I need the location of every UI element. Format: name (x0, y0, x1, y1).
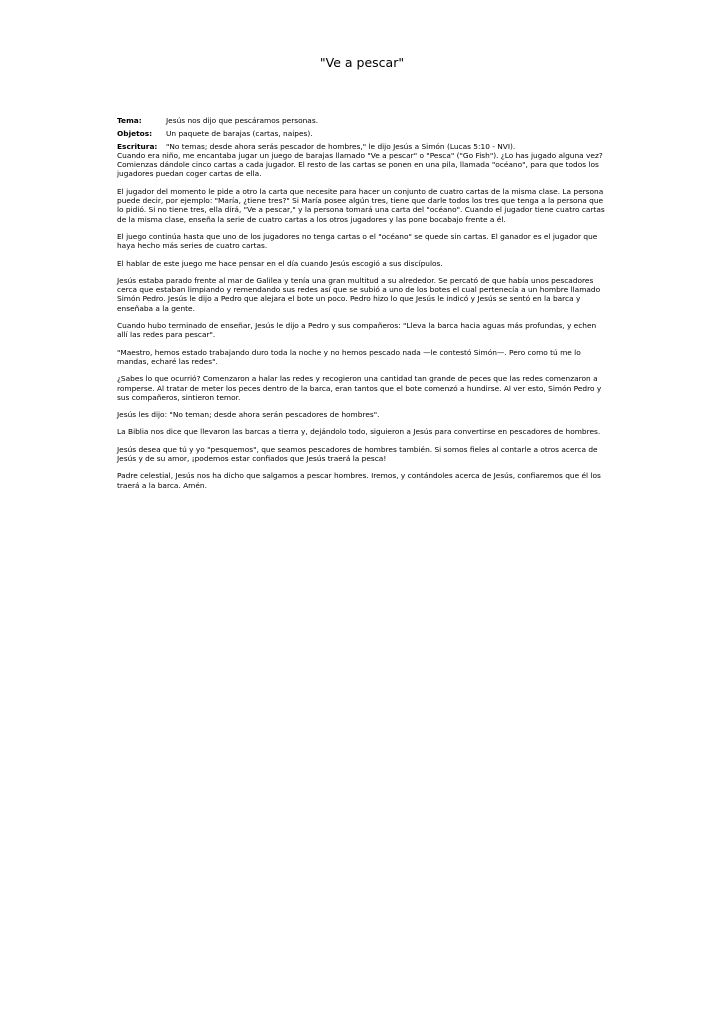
body-paragraph: El juego continúa hasta que uno de los jugadores no tenga cartas o el "océano" se quede sin cartas. El ganador es el jugador que haya hecho más series de cuatro cartas. (117, 231, 598, 251)
meta-objetos-label: Objetos: (117, 128, 153, 138)
body-paragraph: Jesús desea que tú y yo "pesquemos", que seamos pescadores de hombres también. Si somos fieles al contarle a otros acerca de Jesús y de su amor, ¡podemos estar confiados que Jesús traerá la pesca! (117, 444, 598, 464)
body-paragraph: Padre celestial, Jesús nos ha dicho que salgamos a pescar hombres. Iremos, y contándoles acerca de Jesús, confiaremos que él los traerá a la barca. Amén. (117, 471, 601, 490)
body-paragraph: Jesús estaba parado frente al mar de Galilea y tenía una gran multitud a su alrededor. Se percató de que había unos pescadores cerca que estaban limpiando y remendando sus redes así que se subió a uno de los botes el cual pertenecía a un hombre llamado Simón Pedro. Jesús le dijo a Pedro que alejara el bote un poco. Pedro hizo lo que Jesús le indicó y Jesús se sentó en la barca y enseñaba a la gente. (117, 275, 601, 313)
body-paragraph: ¿Sabes lo que ocurrió? Comenzaron a halar las redes y recogieron una cantidad tan grande de peces que las redes comenzaron a romperse. Al tratar de meter los peces dentro de la barca, eran tantos que el bote comenzó a hundirse. Al ver esto, Simón Pedro y sus compañeros, sintieron temor. (117, 374, 602, 402)
meta-objetos-value: Un paquete de barajas (cartas, naipes). (166, 128, 313, 138)
meta-objetos (117, 129, 609, 138)
body-paragraph: Cuando hubo terminado de enseñar, Jesús le dijo a Pedro y sus compañeros: "Lleva la barca hacia aguas más profundas, y echen allí las redes para pescar". (117, 321, 597, 340)
meta-tema (117, 116, 609, 125)
meta-escritura-value: "No temas; desde ahora serás pescador de hombres," le dijo Jesús a Simón (Lucas 5:10 - NVI). (166, 141, 516, 151)
meta-escritura-label: Escritura: (117, 141, 158, 151)
meta-tema-value: Jesús nos dijo que pescáramos personas. (166, 116, 319, 125)
body-paragraph: "Maestro, hemos estado trabajando duro toda la noche y no hemos pescado nada —le contestó Simón—. Pero como tú me lo mandas, echaré las redes". (117, 347, 581, 366)
body-paragraph: La Biblia nos dice que llevaron las barcas a tierra y, dejándolo todo, siguieron a Jesús para convertirse en pescadores de hombres. (117, 427, 601, 437)
body-paragraph: El hablar de este juego me hace pensar en el día cuando Jesús escogió a sus discípulos. (117, 258, 443, 268)
document-body (117, 116, 609, 498)
body-paragraph: Jesús les dijo: "No teman; desde ahora serán pescadores de hombres". (117, 410, 380, 420)
page-title: "Ve a pescar" (319, 55, 405, 70)
body-paragraph: El jugador del momento le pide a otro la carta que necesite para hacer un conjunto de cuatro cartas de la misma clase. La persona puede decir, por ejemplo: "María, ¿tiene tres?" Si María posee algún tres, tiene que darle todos los tres que tenga a la persona que lo pidió. Si no tiene tres, ella dirá, "Ve a pescar," y la persona tomará una carta del "océano". Cuando el jugador tiene cuatro cartas de la misma clase, enseña la serie de cuatro cartas a los otros jugadores y las pone bocabajo frente a él. (117, 186, 605, 224)
body-paragraph: Cuando era niño, me encantaba jugar un juego de barajas llamado "Ve a pescar" o "Pesca" ("Go Fish"). ¿Lo has jugado alguna vez? Comienzas dándole cinco cartas a cada jugador. El resto de las cartas se ponen en una pila, llamada "océano", para que todos los jugadores puedan coger cartas de ella. (117, 150, 603, 179)
meta-escritura (117, 142, 609, 151)
meta-tema-label: Tema: (117, 116, 142, 125)
